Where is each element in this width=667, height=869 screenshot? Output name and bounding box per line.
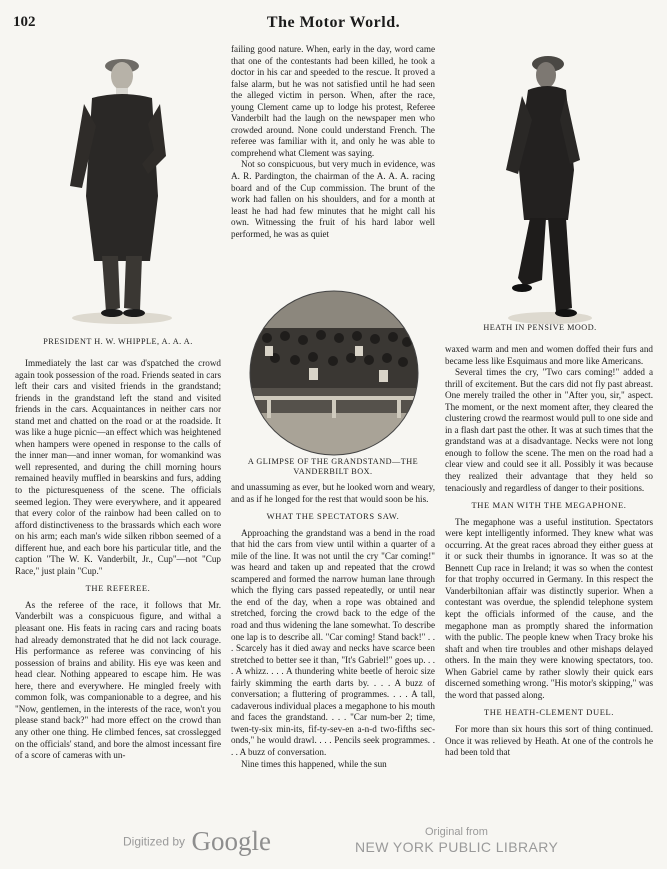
paragraph: failing good nature. When, early in the day, word came that one of the contestants had been killed, he took a doctor in his car and speeded to the rescue. It proved a false alarm, but he was not satisfied until he had seen the alleged victim in person. When, after the race, young Clement came up to lodge his protest, Referee Vanderbilt had the laugh on the newspaper men who crowded around. None could understand French. The referee was familiar with it, and only he was able to comprehend what Clement was saying. — [231, 44, 435, 158]
digitized-by-text: Digitized by — [123, 834, 186, 849]
paragraph: Several times the cry, "Two cars coming!" added a thrill of excitement. But the cars did not fly past abreast. One merely trailed the other in "After you, sir," aspect. The moment, or the next moment after, they cleared the clustering crowd the rearmost would pull to one side and in a flash dart past the other. It was at such times that the grandstand was at a disadvantage. Necks were not long enough to follow the scene. The men on the road had a clear view and could see it all. Possibly it was because they realized their advantage that they held so tenaciously and regardless of danger to their positions. — [445, 367, 653, 493]
column-left — [15, 358, 221, 762]
caption-heath: HEATH IN PENSIVE MOOD. — [483, 323, 597, 332]
section-heading: THE MAN WITH THE MEGAPHONE. — [471, 500, 627, 511]
paragraph: Not so conspicuous, but very much in evidence, was A. R. Pardington, the chairman of the A. A. A. racing board and of the Cup commission. The brunt of the work had fallen on his shoulders, and for a month at least he had had few minutes that he might call his own. Witnessing the fruit of his hard labor well performed, he was as quiet — [231, 159, 435, 239]
photo-whipple — [62, 46, 182, 326]
paragraph: Immediately the last car was d'spatched the crowd again took possession of the road. Friends seated in cars left their cars and visited friends in the grandstand; friends in the grandstand left the stand and visited friends in the cars. Acquaintances in neither cars nor stand met and chatted on the road or at the roadside. It was like a huge picnic—an effect which was heightened when hampers were opened in response to the calls of the inner man—and inner woman, for womankind was well represented, and during the chill morning hours remained heavily muffled in bearskins and furs, adding to the picturesqueness of the scene. The officials seemed legion. They were everywhere, and it appeared that every color of the rainbow had been called on to afford distinctiveness to the brassards which each wore on his arm; each man's wide silken ribbon seemed of a different hue, and each bore his particular title, and the caption "The W. K. Vanderbilt, Jr., Cup"—not "Cup Race," just plain "Cup." — [15, 358, 221, 576]
paragraph: Nine times this happened, while the sun — [241, 758, 387, 769]
magazine-title: The Motor World. — [266, 14, 401, 31]
paragraph: For more than six hours this sort of thing continued. Once it was relieved by Heath. At one of the controls he had been told that — [445, 723, 653, 758]
photo-grandstand — [247, 288, 422, 458]
paragraph: and unassuming as ever, but he looked worn and weary, and as if he longed for the rest that would soon be his. — [231, 482, 435, 504]
caption-grandstand: A GLIMPSE OF THE GRANDSTAND—THE VANDERBILT BOX. — [247, 457, 419, 476]
paragraph: As the referee of the race, it follows that Mr. Vanderbilt was a conspicuous figure, and withal a pleasant one. His feats in racing cars and racing boats had already demonstrated that he did not lack courage. His performance as referee was convincing of his possession of brains and ability. His eye was keen and head clear. Nothing appeared to escape him. He was here, there and everywhere. He mingled freely with common folk, was companionable to a degree, and his "Now, gentlemen, in the interests of the race, won't you please stand back?" had more effect on the crowd than any other one thing. He climbed fences, sat crosslegged on the officials' stand, and bore the almost incessant fire of a score of cameras with un- — [15, 599, 221, 761]
paragraph: Approaching the grandstand was a bend in the road that hid the cars from view until within a quarter of a mile of the line. It was not until the cry "Car coming!" was heard and taken up and repeated that the crowd scampered and formed the narrow human lane through which the flying cars passed repeatedly, or until near the end of the day, when a rope was obtained and stretched, forcing the crowd back to the edge of the road and thus widening the lane somewhat. To describe one lap is to describe all. "Car coming! Stand back!" . . . Scarcely has it died away and necks have scarce been stretched to better see it than, "It's Gabriel!" goes up. . . . A whizz. . . . A thundering white beetle of heroic size fairly skimming the earth darts by. . . . A buzz of conversation; a fluttering of programmes. . . . A tall, cadaverous individual places a megaphone to his mouth and faces the grandstand. . . . "Car num-ber 2; time, twen-ty-six min-its, fif-ty-sev-en a-n-d two-fifths sec-onds," he would drawl. . . . Pencils seek programmes. . . . A buzz of conversation. — [231, 527, 435, 758]
google-logo: Google — [191, 826, 271, 856]
column-right — [445, 344, 653, 759]
paragraph: The megaphone was a useful institution. Spectators were kept intelligently informed. They knew what was occurring. At the great races abroad they either guess at it or suck their thumbs in ignorance. It was so at the Bennett Cup race in Ireland; it was so when the contest for that trophy occurred in Germany. In this respect the Vanderbiltonian affair was distinctly superior. When a contestant was overdue, the splendid telephone system kept the officials informed of the cause, and the megaphone man as promptly shared the information with the public. The people knew when Tracy broke his shaft and when tire troubles and other mishaps delayed others. In the main they were knowing spectators, too. When Gabriel came by rather slowly their quick ears discerned something wrong. "His motor's skipping," was the word that passed along. — [445, 516, 653, 700]
column-middle-top — [231, 44, 435, 240]
paragraph: waxed warm and men and women doffed their furs and became less like Esquimaus and more like Americans. — [445, 344, 653, 366]
library-watermark — [355, 826, 558, 855]
page-number: 102 — [13, 14, 36, 30]
caption-whipple: PRESIDENT H. W. WHIPPLE, A. A. A. — [43, 337, 193, 346]
original-from-text: Original from — [425, 826, 488, 838]
google-watermark — [123, 826, 271, 857]
section-heading: THE REFEREE. — [85, 583, 151, 594]
photo-heath — [488, 50, 598, 325]
section-heading: WHAT THE SPECTATORS SAW. — [266, 511, 400, 522]
column-middle-bottom — [231, 482, 435, 770]
page-header — [0, 14, 667, 40]
section-heading: THE HEATH-CLEMENT DUEL. — [483, 707, 615, 718]
library-name: NEW YORK PUBLIC LIBRARY — [355, 839, 559, 855]
